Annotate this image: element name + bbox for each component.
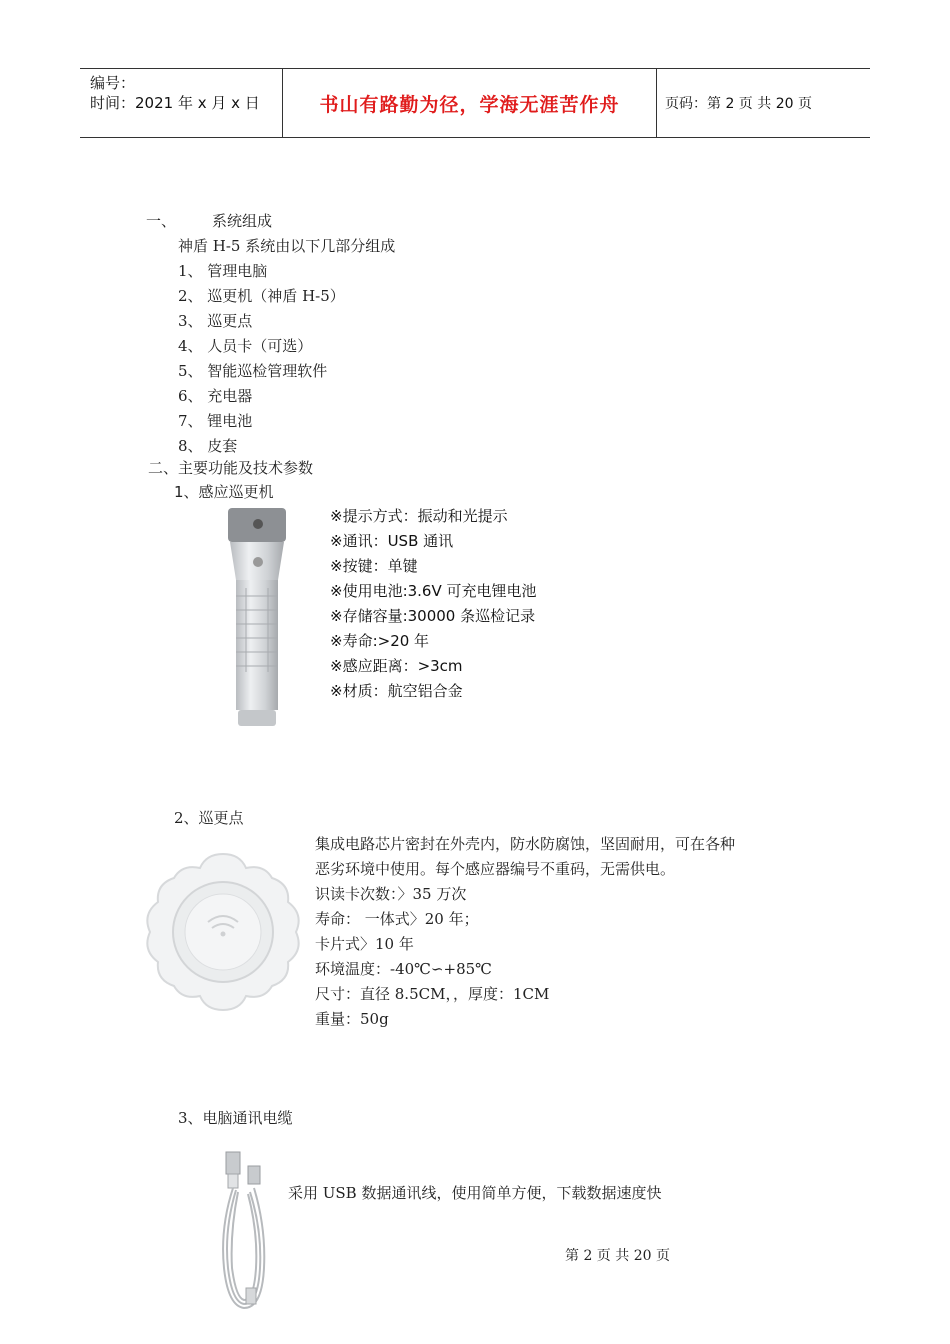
device-specs <box>322 500 582 710</box>
list-item: 1、 管理电脑 <box>178 262 268 280</box>
patrol-point-image <box>138 850 308 1015</box>
section2-title: 二、主要功能及技术参数 <box>148 459 314 477</box>
list-item: 7、 锂电池 <box>178 412 253 430</box>
point-desc-line: 寿命： 一体式〉20 年； <box>315 910 479 928</box>
spec-item: ※使用电池:3.6V 可充电锂电池 <box>330 582 537 600</box>
header-page: 页码：第 2 页 共 20 页 <box>665 96 812 112</box>
list-item: 4、 人员卡（可选） <box>178 337 313 355</box>
point-desc-line: 重量：50g <box>315 1010 389 1028</box>
page-footer: 第 2 页 共 20 页 <box>565 1248 670 1264</box>
list-item: 5、 智能巡检管理软件 <box>178 362 328 380</box>
spec-item: ※按键：单键 <box>330 557 418 575</box>
header-divider-2 <box>656 69 657 137</box>
list-item: 6、 充电器 <box>178 387 253 405</box>
header-number: 编号： <box>90 74 136 92</box>
header-meta <box>90 73 260 113</box>
header-motto: 书山有路勤为径，学海无涯苦作舟 <box>319 93 620 116</box>
cable-description: 采用 USB 数据通讯线，使用简单方便，下载数据速度快 <box>288 1184 662 1202</box>
point-desc-line: 卡片式〉10 年 <box>315 935 414 953</box>
spec-item: ※通讯：USB 通讯 <box>330 532 454 550</box>
section1-title: 系统组成 <box>212 212 273 230</box>
list-item: 2、 巡更机（神盾 H-5） <box>178 287 345 305</box>
point-desc-line: 尺寸：直径 8.5CM，，厚度：1CM <box>315 985 550 1003</box>
list-item: 3、 巡更点 <box>178 312 253 330</box>
section1-intro: 神盾 H-5 系统由以下几部分组成 <box>178 237 396 255</box>
usb-cable-image <box>210 1148 280 1316</box>
spec-item: ※寿命:>20 年 <box>330 632 430 650</box>
page-header <box>80 68 870 138</box>
subsection-patrol-device: 1、感应巡更机 <box>174 483 274 501</box>
subsection-cable: 3、电脑通讯电缆 <box>178 1109 293 1127</box>
point-desc-line: 恶劣环境中使用。每个感应器编号不重码，无需供电。 <box>315 860 676 878</box>
spec-item: ※存储容量:30000 条巡检记录 <box>330 607 536 625</box>
subsection-patrol-point: 2、巡更点 <box>174 809 244 827</box>
point-desc-line: 环境温度：-40℃∽+85℃ <box>315 960 492 978</box>
list-item: 8、 皮套 <box>178 437 238 455</box>
spec-item: ※感应距离：>3cm <box>330 657 463 675</box>
spec-item: ※材质：航空铝合金 <box>330 682 463 700</box>
patrol-device-image <box>218 500 308 740</box>
spec-item: ※提示方式：振动和光提示 <box>330 507 508 525</box>
point-desc-line: 识读卡次数：〉35 万次 <box>315 885 467 903</box>
section1-number: 一、 <box>146 212 177 230</box>
header-time: 时间：2021 年 x 月 x 日 <box>90 94 260 112</box>
point-desc-line: 集成电路芯片密封在外壳内，防水防腐蚀，坚固耐用，可在各种 <box>315 835 736 853</box>
